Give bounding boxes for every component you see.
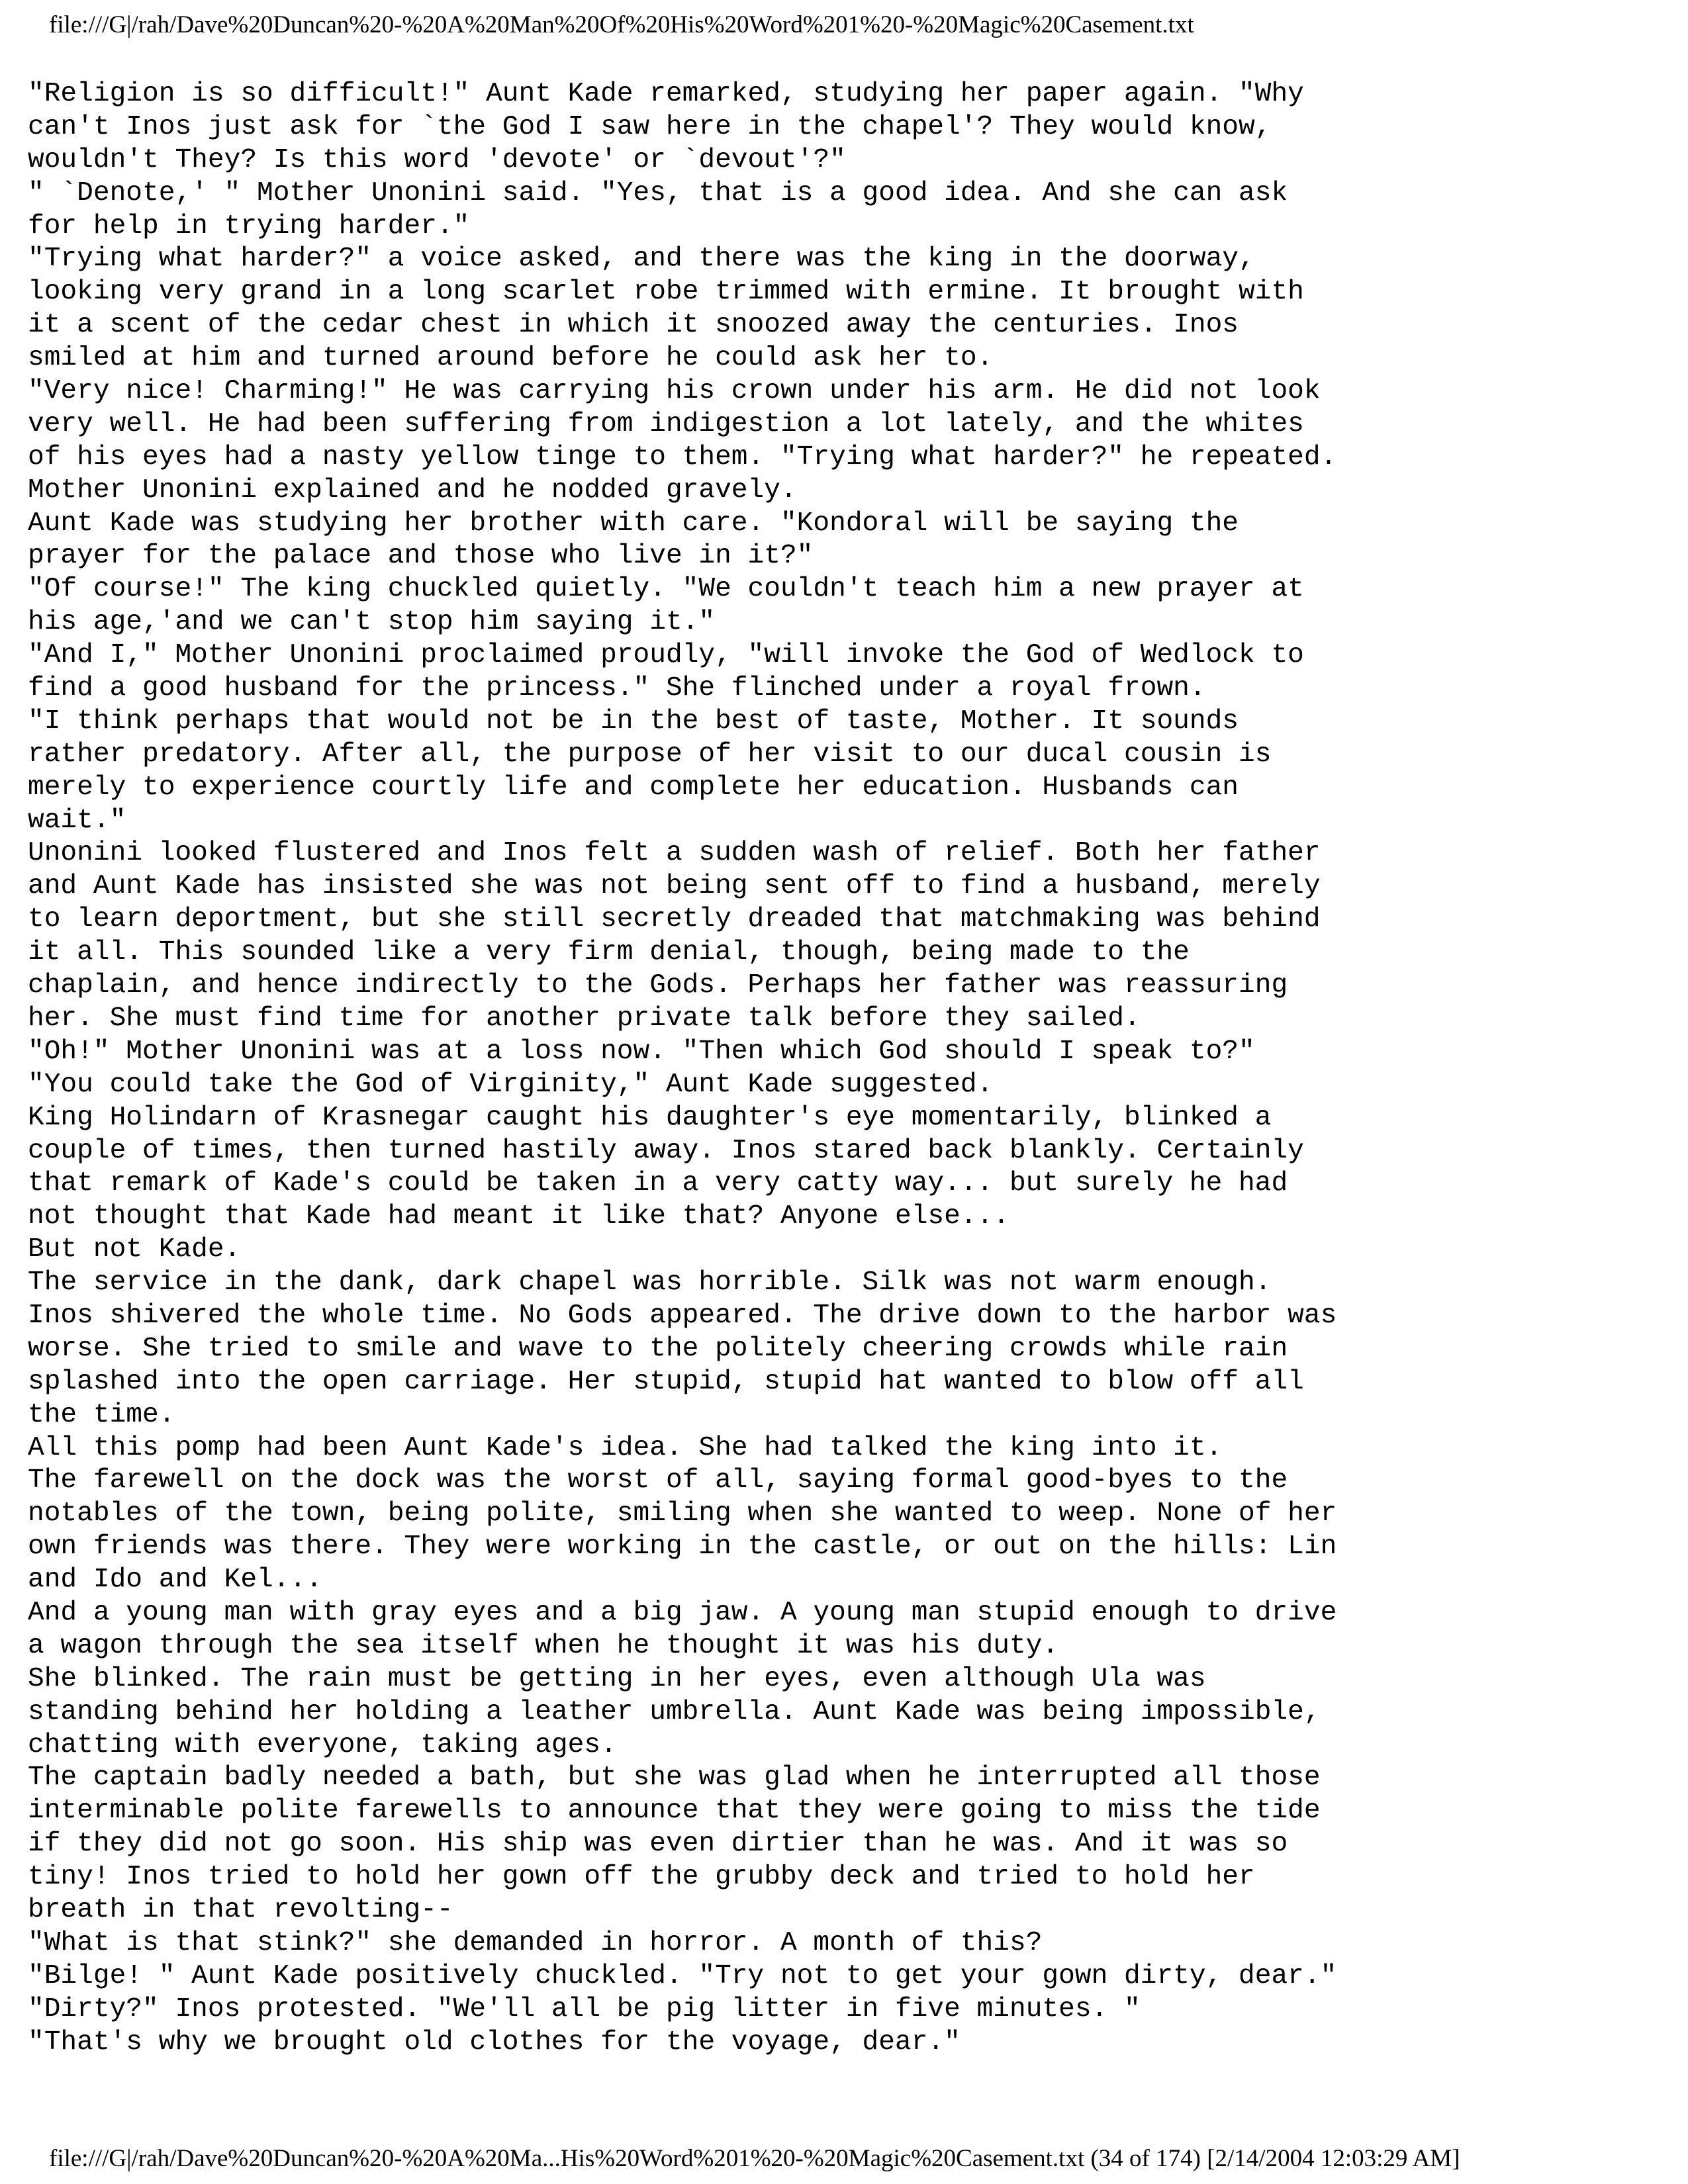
text-line: of his eyes had a nasty yellow tinge to them. "Trying what harder?" he repeated. xyxy=(28,441,1337,473)
text-line: couple of times, then turned hastily away. Inos stared back blankly. Certainly xyxy=(28,1135,1304,1166)
text-line: wait." xyxy=(28,805,126,836)
text-line: "What is that stink?" she demanded in horror. A month of this? xyxy=(28,1927,1043,1958)
text-line: But not Kade. xyxy=(28,1234,241,1265)
text-line: Mother Unonini explained and he nodded gravely. xyxy=(28,475,797,506)
text-line: chatting with everyone, taking ages. xyxy=(28,1729,617,1760)
text-line: Aunt Kade was studying her brother with care. "Kondoral will be saying the xyxy=(28,508,1239,539)
text-line: the time. xyxy=(28,1399,175,1430)
text-line: interminable polite farewells to announce that they were going to miss the tide xyxy=(28,1796,1321,1827)
text-line: standing behind her holding a leather umbrella. Aunt Kade was being impossible, xyxy=(28,1696,1321,1727)
text-line: can't Inos just ask for `the God I saw here in the chapel'? They would know, xyxy=(28,111,1272,142)
text-line: And a young man with gray eyes and a big jaw. A young man stupid enough to drive xyxy=(28,1597,1337,1628)
text-line: "Dirty?" Inos protested. "We'll all be pig litter in five minutes. " xyxy=(28,1993,1141,2025)
text-line: "Bilge! " Aunt Kade positively chuckled. "Try not to get your gown dirty, dear." xyxy=(28,1960,1337,1991)
document-text xyxy=(28,78,1643,2059)
file-path-footer: file:///G|/rah/Dave%20Duncan%20-%20A%20Ma...His%20Word%201%20-%20Magic%20Casement.txt (34 of 174) [2/14/2004 12:03:29 AM] xyxy=(49,2145,1460,2172)
text-line: if they did not go soon. His ship was even dirtier than he was. And it was so xyxy=(28,1829,1288,1860)
text-line: a wagon through the sea itself when he thought it was his duty. xyxy=(28,1630,1059,1661)
text-line: merely to experience courtly life and complete her education. Husbands can xyxy=(28,772,1239,803)
text-line: find a good husband for the princess." She flinched under a royal frown. xyxy=(28,673,1206,704)
text-line: prayer for the palace and those who live in it?" xyxy=(28,541,814,572)
text-line: and Aunt Kade has insisted she was not being sent off to find a husband, merely xyxy=(28,871,1321,902)
text-line: tiny! Inos tried to hold her gown off the grubby deck and tried to hold her xyxy=(28,1862,1255,1893)
text-line: notables of the town, being polite, smiling when she wanted to weep. None of her xyxy=(28,1498,1337,1529)
text-line: chaplain, and hence indirectly to the Gods. Perhaps her father was reassuring xyxy=(28,970,1288,1001)
text-line: "Very nice! Charming!" He was carrying his crown under his arm. He did not look xyxy=(28,376,1321,407)
text-line: "That's why we brought old clothes for the voyage, dear." xyxy=(28,2026,961,2058)
text-line: "Trying what harder?" a voice asked, and there was the king in the doorway, xyxy=(28,244,1255,275)
text-line: She blinked. The rain must be getting in her eyes, even although Ula was xyxy=(28,1663,1206,1694)
text-line: for help in trying harder." xyxy=(28,210,470,242)
text-line: " `Denote,' " Mother Unonini said. "Yes, that is a good idea. And she can ask xyxy=(28,177,1288,208)
text-line: splashed into the open carriage. Her stupid, stupid hat wanted to blow off all xyxy=(28,1366,1304,1397)
text-line: Inos shivered the whole time. No Gods appeared. The drive down to the harbor was xyxy=(28,1300,1337,1331)
text-line: "I think perhaps that would not be in the best of taste, Mother. It sounds xyxy=(28,705,1239,737)
text-line: King Holindarn of Krasnegar caught his daughter's eye momentarily, blinked a xyxy=(28,1102,1272,1133)
text-line: his age,'and we can't stop him saying it." xyxy=(28,607,716,638)
text-line: it all. This sounded like a very firm denial, though, being made to the xyxy=(28,937,1190,968)
text-line: breath in that revolting-- xyxy=(28,1894,453,1925)
text-line: "Of course!" The king chuckled quietly. "We couldn't teach him a new prayer at xyxy=(28,574,1304,605)
text-line: smiled at him and turned around before he could ask her to. xyxy=(28,343,994,374)
text-line: worse. She tried to smile and wave to the politely cheering crowds while rain xyxy=(28,1333,1288,1364)
text-line: to learn deportment, but she still secretly dreaded that matchmaking was behind xyxy=(28,904,1321,935)
text-line: not thought that Kade had meant it like that? Anyone else... xyxy=(28,1201,1009,1232)
text-line: "Oh!" Mother Unonini was at a loss now. "Then which God should I speak to?" xyxy=(28,1036,1255,1067)
text-line: it a scent of the cedar chest in which it snoozed away the centuries. Inos xyxy=(28,310,1239,341)
text-line: looking very grand in a long scarlet robe trimmed with ermine. It brought with xyxy=(28,277,1304,308)
text-line: Unonini looked flustered and Inos felt a sudden wash of relief. Both her father xyxy=(28,838,1321,869)
text-line: wouldn't They? Is this word 'devote' or `devout'?" xyxy=(28,144,846,175)
text-line: "You could take the God of Virginity," Aunt Kade suggested. xyxy=(28,1069,994,1100)
file-path-header: file:///G|/rah/Dave%20Duncan%20-%20A%20Man%20Of%20His%20Word%201%20-%20Magic%20Casement.txt xyxy=(49,11,1194,38)
text-line: All this pomp had been Aunt Kade's idea. She had talked the king into it. xyxy=(28,1432,1223,1463)
text-line: her. She must find time for another private talk before they sailed. xyxy=(28,1003,1141,1034)
text-line: own friends was there. They were working in the castle, or out on the hills: Lin xyxy=(28,1531,1337,1563)
text-line: "And I," Mother Unonini proclaimed proudly, "will invoke the God of Wedlock to xyxy=(28,640,1304,671)
text-line: "Religion is so difficult!" Aunt Kade remarked, studying her paper again. "Why xyxy=(28,79,1304,109)
text-line: The captain badly needed a bath, but she was glad when he interrupted all those xyxy=(28,1762,1321,1794)
text-line: The service in the dank, dark chapel was horrible. Silk was not warm enough. xyxy=(28,1267,1272,1298)
text-line: The farewell on the dock was the worst of all, saying formal good-byes to the xyxy=(28,1465,1288,1496)
text-line: very well. He had been suffering from indigestion a lot lately, and the whites xyxy=(28,408,1304,439)
text-line: that remark of Kade's could be taken in a very catty way... but surely he had xyxy=(28,1168,1288,1199)
text-line: rather predatory. After all, the purpose of her visit to our ducal cousin is xyxy=(28,739,1272,770)
text-line: and Ido and Kel... xyxy=(28,1565,322,1596)
